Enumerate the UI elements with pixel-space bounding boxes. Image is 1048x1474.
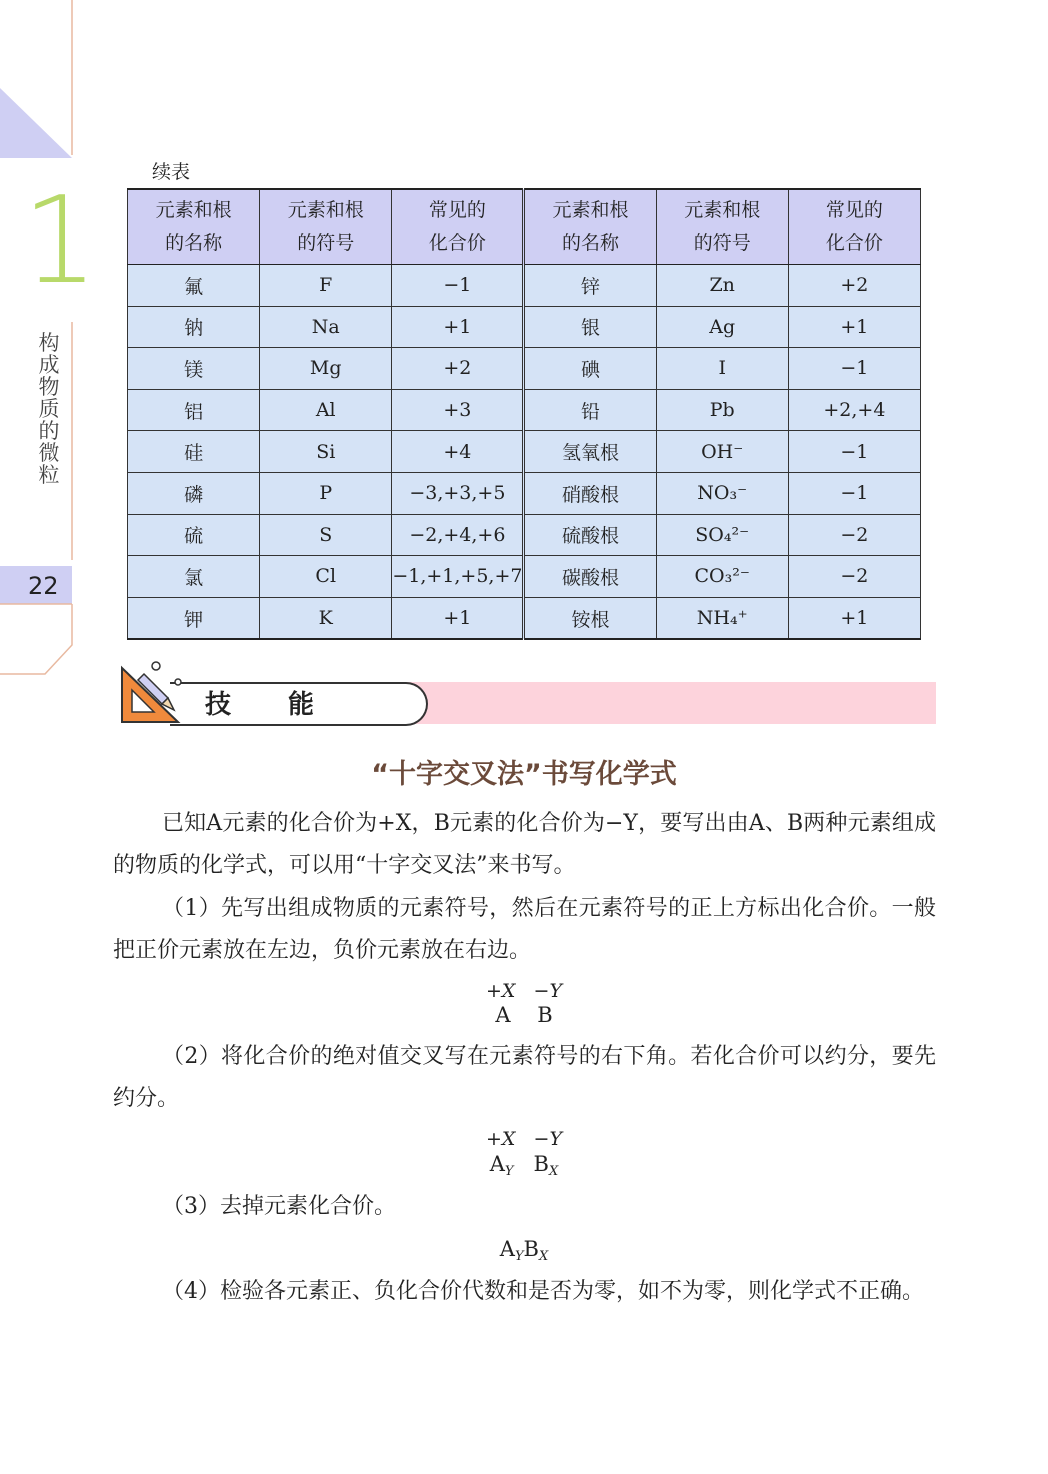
formula-2-symbols [0, 1152, 1048, 1179]
table-cell: 氟 [128, 265, 260, 307]
table-cell: −3,+3,+5 [392, 472, 524, 514]
table-cell: −2 [788, 556, 920, 598]
table-cell: Cl [260, 556, 392, 598]
formula-1-valences [0, 980, 1048, 1002]
table-row [128, 348, 921, 390]
step-3-paragraph: （3）去掉元素化合价。 [162, 1194, 396, 1219]
table-cell: 铵根 [524, 597, 656, 639]
table-cell: +2,+4 [788, 389, 920, 431]
table-cell: +2 [788, 265, 920, 307]
header-cell: 常见的 化合价 [788, 189, 920, 265]
valence-b: −Y [533, 1128, 563, 1150]
intro-paragraph: 已知A元素的化合价为+X，B元素的化合价为−Y，要写出由A、B两种元素组成的物质的化学式，可以用“十字交叉法”来书写。 [113, 811, 936, 878]
table-cell: 铅 [524, 389, 656, 431]
skill-banner-label: 技 能 [205, 690, 339, 720]
table-cell: 硫 [128, 514, 260, 556]
formula-3 [0, 1237, 1048, 1264]
formula-1-symbols [0, 1003, 1048, 1027]
subscript-a: Y [504, 1164, 514, 1179]
header-cell: 元素和根 的名称 [524, 189, 656, 265]
chapter-number: 1 [22, 172, 99, 311]
table-cell: 氢氧根 [524, 431, 656, 473]
table-cell: 碳酸根 [524, 556, 656, 598]
table-cell: Pb [656, 389, 788, 431]
symbol-b: B [537, 1003, 553, 1027]
subscript-b: X [538, 1249, 549, 1264]
symbol-b: B [533, 1152, 549, 1176]
step-4-paragraph: （4）检验各元素正、负化合价代数和是否为零，如不为零，则化学式不正确。 [162, 1279, 924, 1304]
table-cell: 银 [524, 306, 656, 348]
symbol-a: A [499, 1237, 515, 1261]
table-cell: −1,+1,+5,+7 [392, 556, 524, 598]
table-cell: NO₃⁻ [656, 472, 788, 514]
table-cell: S [260, 514, 392, 556]
table-cell: +3 [392, 389, 524, 431]
table-cell: F [260, 265, 392, 307]
table-cell: 锌 [524, 265, 656, 307]
table-cell: K [260, 597, 392, 639]
table-cell: SO₄²⁻ [656, 514, 788, 556]
table-cell: 钾 [128, 597, 260, 639]
chapter-title: 构成物质的微粒 [38, 331, 60, 487]
table-cell: CO₃²⁻ [656, 556, 788, 598]
valence-a: +X [485, 980, 516, 1002]
table-row [128, 556, 921, 598]
formula-2-valences [0, 1128, 1048, 1150]
valence-table [127, 188, 921, 640]
table-header-row [128, 189, 921, 265]
valence-b: −Y [533, 980, 563, 1002]
table-cell: 铝 [128, 389, 260, 431]
table-cell: +2 [392, 348, 524, 390]
table-cell: −1 [788, 348, 920, 390]
section-title: “十字交叉法”书写化学式 [371, 759, 677, 790]
header-cell: 常见的 化合价 [392, 189, 524, 265]
table-row [128, 472, 921, 514]
page-number: 22 [28, 572, 59, 600]
table-continuation-label: 续表 [152, 161, 191, 183]
table-cell: P [260, 472, 392, 514]
set-square-pencil-icon [116, 660, 196, 730]
header-cell: 元素和根 的符号 [260, 189, 392, 265]
table-cell: +1 [788, 306, 920, 348]
table-cell: Al [260, 389, 392, 431]
table-cell: +1 [392, 306, 524, 348]
table-cell: −1 [788, 431, 920, 473]
subscript-a: Y [514, 1249, 524, 1264]
table-cell: 镁 [128, 348, 260, 390]
table-cell: 氯 [128, 556, 260, 598]
table-cell: Mg [260, 348, 392, 390]
header-cell: 元素和根 的符号 [656, 189, 788, 265]
table-cell: Zn [656, 265, 788, 307]
table-cell: 硝酸根 [524, 472, 656, 514]
table-cell: 碘 [524, 348, 656, 390]
table-cell: 钠 [128, 306, 260, 348]
header-cell: 元素和根 的名称 [128, 189, 260, 265]
chapter-sidebar [0, 0, 99, 680]
step-1-paragraph: （1）先写出组成物质的元素符号，然后在元素符号的正上方标出化合价。一般把正价元素放在左边，负价元素放在右边。 [113, 896, 936, 963]
table-cell: −2,+4,+6 [392, 514, 524, 556]
table-cell: OH⁻ [656, 431, 788, 473]
table-cell: +1 [788, 597, 920, 639]
table-cell: I [656, 348, 788, 390]
table-cell: Ag [656, 306, 788, 348]
table-cell: 硅 [128, 431, 260, 473]
table-row [128, 597, 921, 639]
table-cell: +4 [392, 431, 524, 473]
table-row [128, 265, 921, 307]
table-cell: −1 [788, 472, 920, 514]
valence-a: +X [485, 1128, 516, 1150]
table-row [128, 389, 921, 431]
table-cell: Si [260, 431, 392, 473]
table-row [128, 431, 921, 473]
table-cell: Na [260, 306, 392, 348]
step-2-paragraph: （2）将化合价的绝对值交叉写在元素符号的右下角。若化合价可以约分，要先约分。 [113, 1044, 936, 1111]
table-cell: 硫酸根 [524, 514, 656, 556]
table-cell: NH₄⁺ [656, 597, 788, 639]
subscript-b: X [548, 1164, 559, 1179]
table-cell: −2 [788, 514, 920, 556]
table-cell: 磷 [128, 472, 260, 514]
table-cell: −1 [392, 265, 524, 307]
symbol-a: A [495, 1003, 511, 1027]
symbol-a: A [489, 1152, 505, 1176]
table-row [128, 306, 921, 348]
skill-banner [110, 660, 936, 728]
table-cell: +1 [392, 597, 524, 639]
symbol-b: B [523, 1237, 539, 1261]
table-body [128, 265, 921, 640]
table-row [128, 514, 921, 556]
